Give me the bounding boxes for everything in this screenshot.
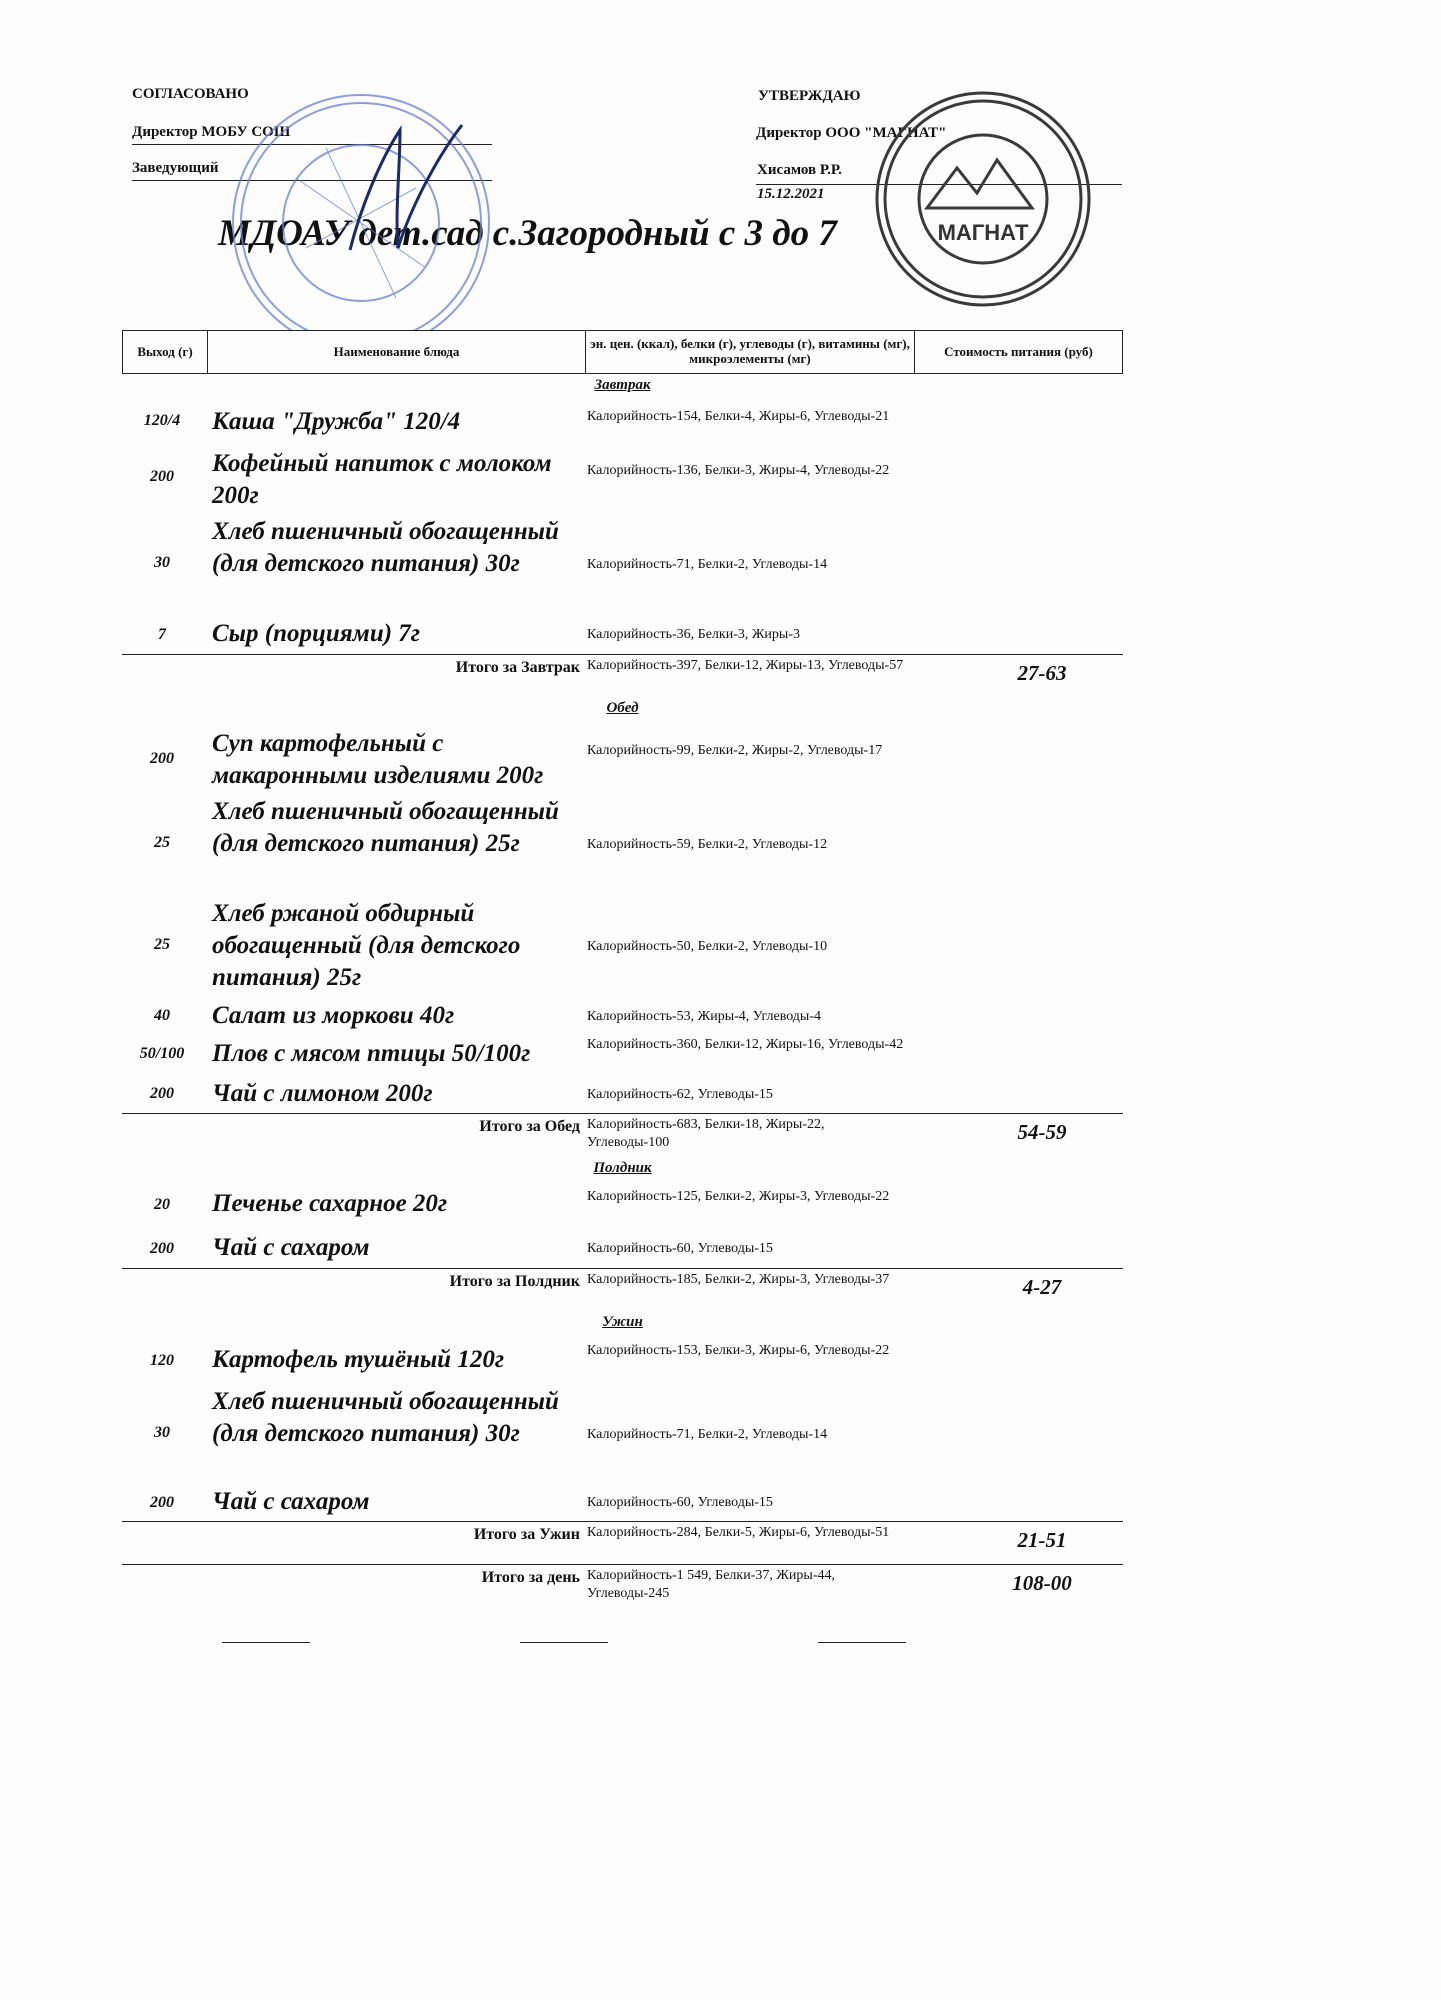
row-output: 200 <box>150 750 174 767</box>
row-dish: Хлеб ржаной обдирный обогащенный (для детского питания) 25г <box>212 900 521 991</box>
total-label: Итого за Полдник <box>449 1273 580 1290</box>
table-row <box>122 1036 1123 1076</box>
row-nutrition: Калорийность-60, Углеводы-15 <box>587 1241 773 1256</box>
table-row <box>122 1232 1123 1266</box>
head-label: Заведующий <box>132 160 219 176</box>
signature-line-2 <box>520 1642 608 1643</box>
row-dish: Каша "Дружба" 120/4 <box>212 408 461 435</box>
approve-label: УТВЕРЖДАЮ <box>758 88 861 104</box>
day-total-label: Итого за день <box>481 1569 580 1586</box>
table-row <box>122 1386 1123 1482</box>
signer-name: Хисамов Р.Р. <box>757 162 842 178</box>
table-row <box>122 1000 1123 1034</box>
row-nutrition: Калорийность-62, Углеводы-15 <box>587 1087 773 1102</box>
row-dish: Картофель тушёный 120г <box>212 1346 505 1373</box>
row-nutrition: Калорийность-36, Белки-3, Жиры-3 <box>587 627 800 642</box>
signature-line-3 <box>818 1642 906 1643</box>
meal-section-snack: Полдник <box>593 1160 652 1176</box>
total-cost: 27-63 <box>1017 661 1067 685</box>
row-output: 7 <box>158 626 166 643</box>
row-dish: Чай с лимоном 200г <box>212 1080 433 1107</box>
meal-total-lunch <box>122 1113 1123 1156</box>
total-label: Итого за Завтрак <box>455 659 580 676</box>
table-row <box>122 728 1123 792</box>
row-nutrition: Калорийность-154, Белки-4, Жиры-6, Углеводы-21 <box>587 409 890 424</box>
table-row <box>122 898 1123 994</box>
total-label: Итого за Ужин <box>473 1526 580 1543</box>
row-nutrition: Калорийность-60, Углеводы-15 <box>587 1495 773 1510</box>
row-dish: Плов с мясом птицы 50/100г <box>212 1040 531 1067</box>
right-director-label: Директор ООО "МАГНАТ" <box>756 125 947 141</box>
table-row <box>122 400 1123 448</box>
handwritten-signature <box>340 120 470 260</box>
row-nutrition: Калорийность-360, Белки-12, Жиры-16, Углеводы-42 <box>587 1037 904 1052</box>
row-output: 200 <box>150 1494 174 1511</box>
column-header-nutrition: эн. цен. (ккал), белки (г), углеводы (г), витамины (мг), микроэлементы (мг) <box>585 330 915 374</box>
row-output: 50/100 <box>139 1045 185 1062</box>
row-output: 40 <box>154 1007 170 1024</box>
row-output: 120/4 <box>143 412 181 429</box>
row-output: 200 <box>150 1085 174 1102</box>
total-cost: 21-51 <box>1017 1528 1067 1552</box>
row-dish: Чай с сахаром <box>212 1488 370 1515</box>
row-output: 30 <box>154 1424 170 1441</box>
total-nutrition: Калорийность-284, Белки-5, Жиры-6, Углеводы-51 <box>587 1525 890 1540</box>
company-seal-stamp <box>872 88 1094 310</box>
row-nutrition: Калорийность-53, Жиры-4, Углеводы-4 <box>587 1009 822 1024</box>
meal-section-dinner: Ужин <box>602 1314 643 1330</box>
table-row <box>122 1340 1123 1384</box>
day-total <box>122 1564 1123 1611</box>
agreed-label: СОГЛАСОВАНО <box>132 86 249 102</box>
row-output: 30 <box>154 554 170 571</box>
table-row <box>122 1078 1123 1112</box>
row-output: 200 <box>150 1240 174 1257</box>
row-nutrition: Калорийность-99, Белки-2, Жиры-2, Углеводы-17 <box>587 743 883 758</box>
day-total-cost: 108-00 <box>1012 1571 1072 1595</box>
total-nutrition: Калорийность-185, Белки-2, Жиры-3, Углеводы-37 <box>587 1272 890 1287</box>
approval-date: 15.12.2021 <box>757 186 825 202</box>
row-output: 200 <box>150 468 174 485</box>
stamp-brand-text: МАГНАТ <box>937 220 1029 245</box>
row-dish: Салат из моркови 40г <box>212 1002 455 1029</box>
row-dish: Хлеб пшеничный обогащенный (для детского питания) 30г <box>212 1388 559 1447</box>
row-output: 120 <box>150 1352 174 1369</box>
meal-total-dinner <box>122 1521 1123 1564</box>
meal-total-breakfast <box>122 654 1123 697</box>
table-row <box>122 448 1123 512</box>
table-row <box>122 1186 1123 1228</box>
table-row <box>122 1486 1123 1520</box>
total-nutrition: Калорийность-397, Белки-12, Жиры-13, Углеводы-57 <box>587 658 904 673</box>
row-output: 25 <box>154 936 170 953</box>
total-cost: 54-59 <box>1017 1120 1067 1144</box>
total-label: Итого за Обед <box>479 1118 580 1135</box>
left-director-label: Директор МОБУ СОШ <box>132 124 291 140</box>
row-nutrition: Калорийность-50, Белки-2, Углеводы-10 <box>587 939 828 954</box>
total-cost: 4-27 <box>1022 1275 1062 1299</box>
column-header-dish: Наименование блюда <box>207 330 586 374</box>
page-title: МДОАУ дет.сад с.Загородный с 3 до 7 <box>218 213 837 254</box>
row-nutrition: Калорийность-71, Белки-2, Углеводы-14 <box>587 557 828 572</box>
signature-line-1 <box>222 1642 310 1643</box>
row-dish: Печенье сахарное 20г <box>212 1190 448 1217</box>
column-header-cost: Стоимость питания (руб) <box>914 330 1123 374</box>
table-row <box>122 796 1123 892</box>
row-dish: Хлеб пшеничный обогащенный (для детского питания) 30г <box>212 518 559 577</box>
row-dish: Суп картофельный с макаронными изделиями 200г <box>212 730 544 789</box>
row-output: 20 <box>154 1196 170 1213</box>
row-nutrition: Калорийность-59, Белки-2, Углеводы-12 <box>587 837 828 852</box>
row-nutrition: Калорийность-71, Белки-2, Углеводы-14 <box>587 1427 828 1442</box>
column-header-output: Выход (г) <box>122 330 208 374</box>
row-nutrition: Калорийность-125, Белки-2, Жиры-3, Углеводы-22 <box>587 1189 890 1204</box>
row-dish: Чай с сахаром <box>212 1234 370 1261</box>
row-dish: Сыр (порциями) 7г <box>212 620 421 647</box>
meal-total-snack <box>122 1268 1123 1311</box>
row-nutrition: Калорийность-153, Белки-3, Жиры-6, Углеводы-22 <box>587 1343 890 1358</box>
meal-section-breakfast: Завтрак <box>594 377 651 393</box>
table-row <box>122 618 1123 654</box>
day-total-nutrition: Калорийность-1 549, Белки-37, Жиры-44, Углеводы-245 <box>587 1568 835 1601</box>
row-output: 25 <box>154 834 170 851</box>
total-nutrition: Калорийность-683, Белки-18, Жиры-22, Углеводы-100 <box>587 1117 825 1150</box>
row-dish: Хлеб пшеничный обогащенный (для детского питания) 25г <box>212 798 559 857</box>
table-row <box>122 516 1123 612</box>
row-nutrition: Калорийность-136, Белки-3, Жиры-4, Углеводы-22 <box>587 463 890 478</box>
row-dish: Кофейный напиток с молоком 200г <box>212 450 552 509</box>
meal-section-lunch: Обед <box>606 700 639 716</box>
